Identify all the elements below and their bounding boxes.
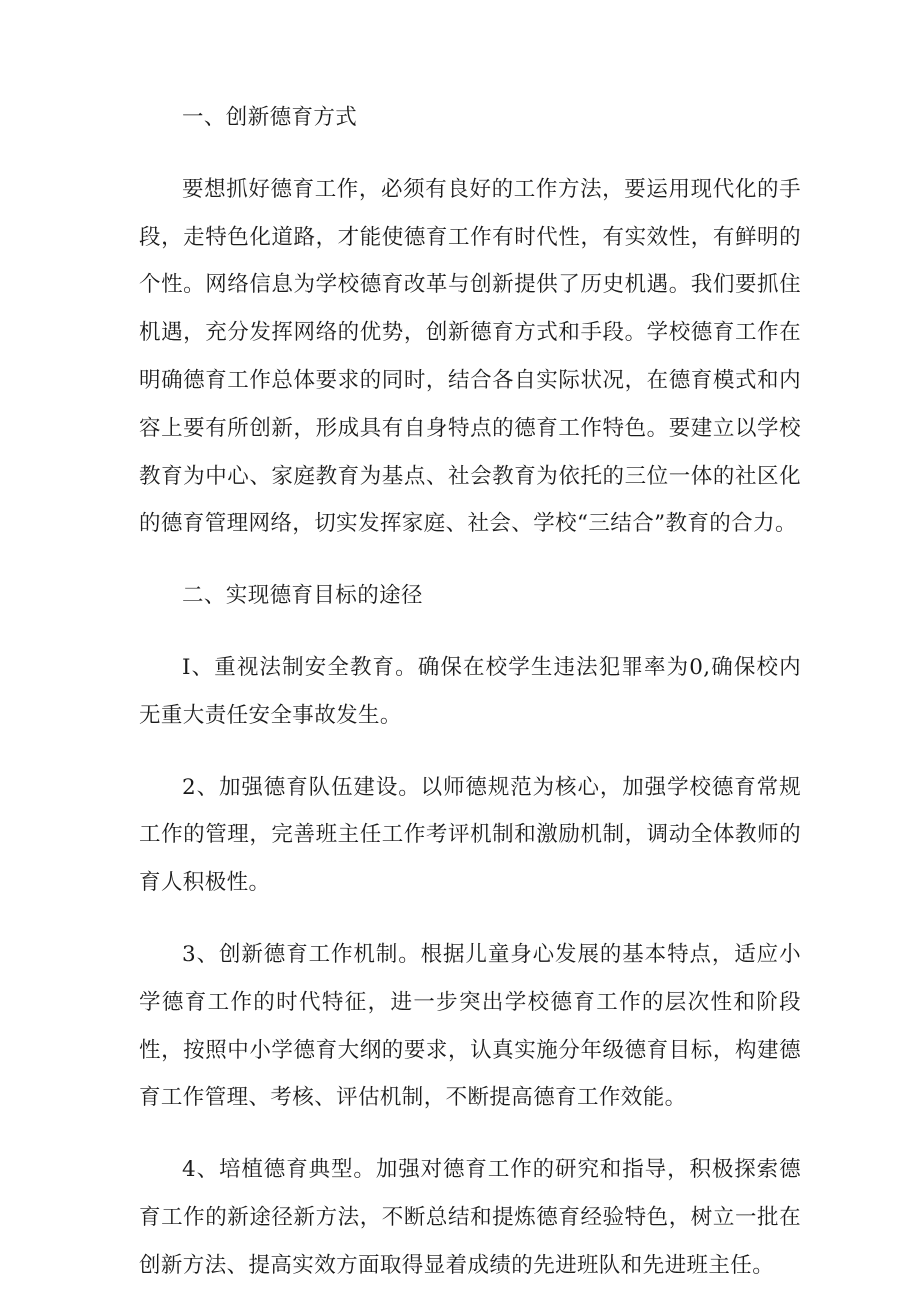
paragraph-innovation-method: 要想抓好德育工作，必须有良好的工作方法，要运用现代化的手段，走特色化道路，才能使德育工作有时代性，有实效性，有鲜明的个性。网络信息为学校德育改革与创新提供了历史机遇。我们要抓住机遇，充分发挥网络的优势，创新德育方式和手段。学校德育工作在明确德育工作总体要求的同时，结合各自实际状况，在德育模式和内容上要有所创新，形成具有自身特点的德育工作特色。要建立以学校教育为中心、家庭教育为基点、社会教育为依托的三位一体的社区化的德育管理网络，切实发挥家庭、社会、学校“三结合”教育的合力。 [139, 176, 801, 537]
paragraph-item-2: 2、加强德育队伍建设。以师德规范为核心，加强学校德育常规工作的管理，完善班主任工作考评机制和激励机制，调动全体教师的育人积极性。 [139, 774, 801, 896]
paragraph-item-3: 3、创新德育工作机制。根据儿童身心发展的基本特点，适应小学德育工作的时代特征，进一步突出学校德育工作的层次性和阶段性，按照中小学德育大纲的要求，认真实施分年级德育目标，构建德育工作管理、考核、评估机制，不断提高德育工作效能。 [139, 941, 801, 1111]
section-heading-2: 二、实现德育目标的途径 [182, 583, 423, 609]
paragraph-item-4: 4、培植德育典型。加强对德育工作的研究和指导，积极探索德育工作的新途径新方法，不断总结和提炼德育经验特色，树立一批在创新方法、提高实效方面取得显着成绩的先进班队和先进班主任。 [139, 1157, 801, 1278]
document-page [139, 94, 801, 1312]
section-heading-1: 一、创新德育方式 [182, 105, 358, 130]
paragraph-item-1: I、重视法制安全教育。确保在校学生违法犯罪率为0,确保校内无重大责任安全事故发生。 [139, 654, 801, 728]
